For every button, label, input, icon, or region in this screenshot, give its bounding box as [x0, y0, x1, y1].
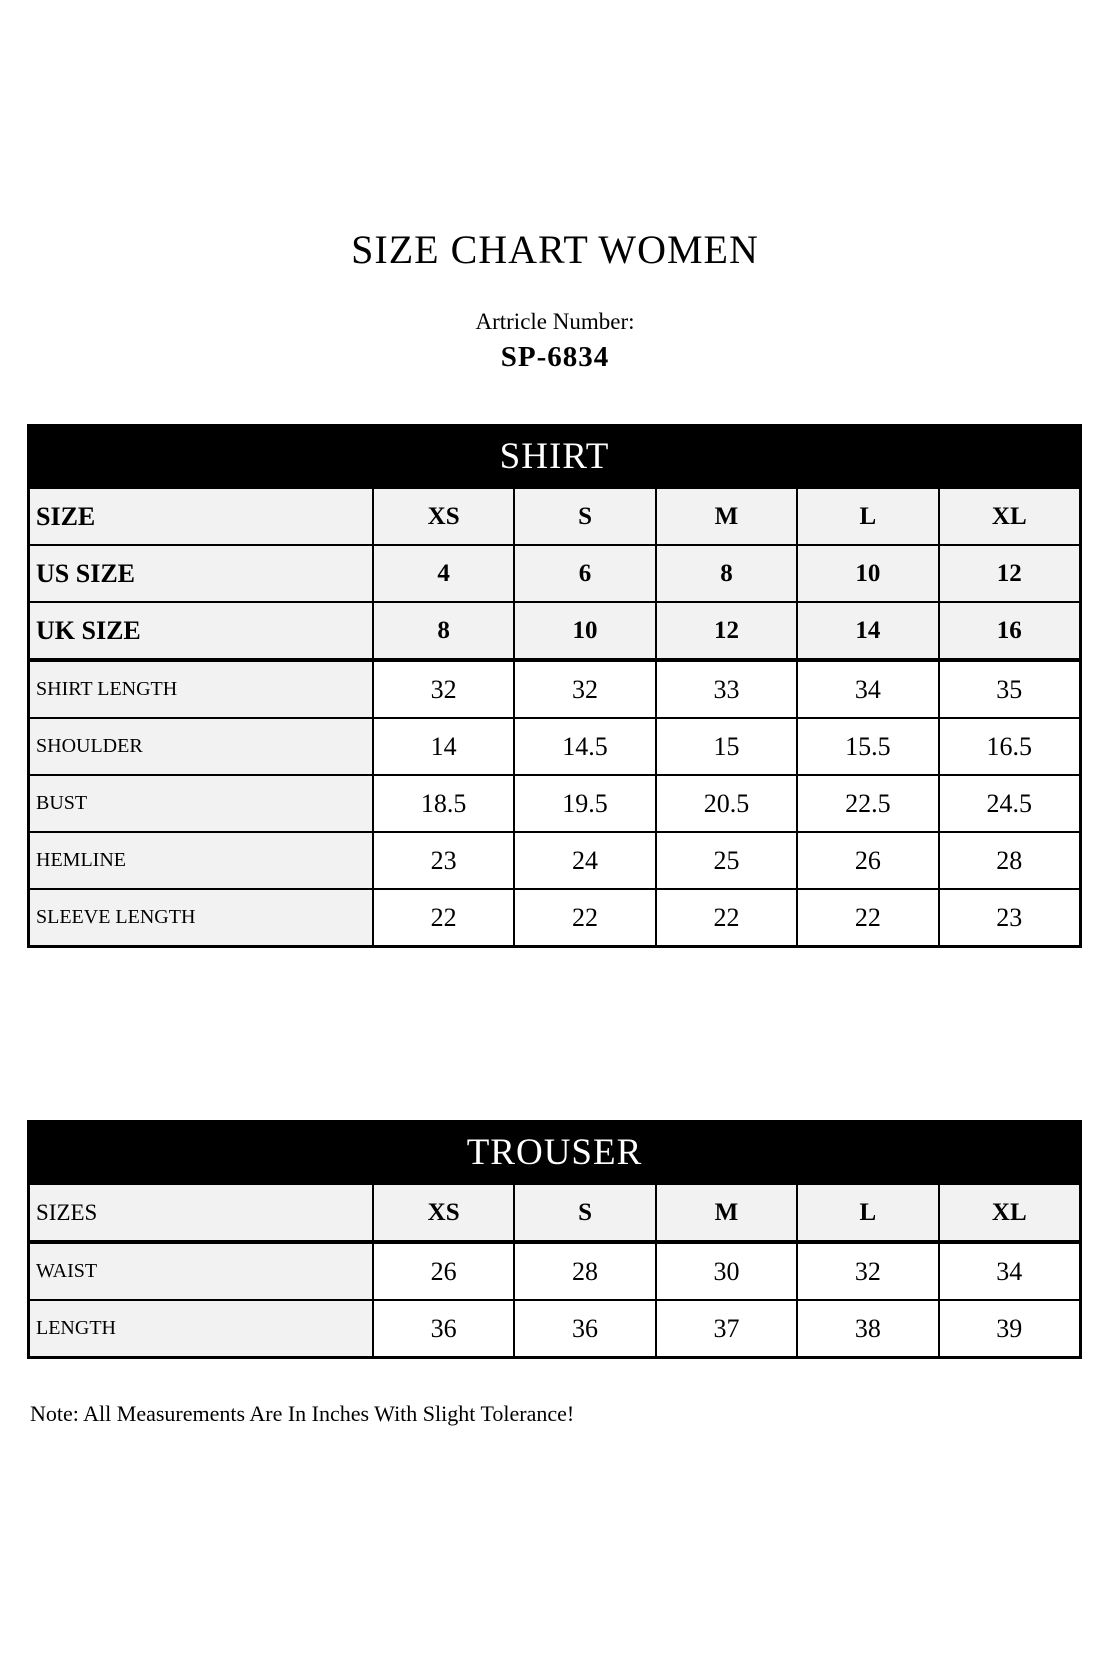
size-value-cell: 26 [372, 1244, 513, 1299]
size-value-cell: M [655, 489, 796, 544]
row-label: SLEEVE LENGTH [30, 890, 372, 945]
row-label: UK SIZE [30, 603, 372, 658]
size-value-cell: 20.5 [655, 776, 796, 831]
size-value-cell: 37 [655, 1301, 796, 1356]
size-value-cell: 22 [796, 890, 937, 945]
table-row [30, 1240, 1079, 1299]
article-number-label: Artricle Number: [475, 309, 635, 334]
size-value-cell: 8 [655, 546, 796, 601]
size-value-cell: 22 [513, 890, 654, 945]
row-label: SIZES [30, 1185, 372, 1240]
size-value-cell: M [655, 1185, 796, 1240]
size-value-cell: 22.5 [796, 776, 937, 831]
table-row [30, 717, 1079, 774]
size-value-cell: 19.5 [513, 776, 654, 831]
shirt-table-rows [30, 487, 1079, 945]
table-row [30, 601, 1079, 658]
table-row [30, 1299, 1079, 1356]
trouser-size-table [27, 1120, 1082, 1359]
size-value-cell: 24 [513, 833, 654, 888]
size-value-cell: 28 [938, 833, 1079, 888]
size-value-cell: 32 [796, 1244, 937, 1299]
table-row [30, 658, 1079, 717]
size-value-cell: 4 [372, 546, 513, 601]
size-value-cell: 15 [655, 719, 796, 774]
article-number-value: SP-6834 [500, 341, 610, 373]
size-value-cell: 10 [796, 546, 937, 601]
size-value-cell: XL [938, 489, 1079, 544]
size-value-cell: 23 [938, 890, 1079, 945]
size-value-cell: 32 [513, 662, 654, 717]
size-value-cell: 34 [796, 662, 937, 717]
size-value-cell: 22 [372, 890, 513, 945]
size-value-cell: 15.5 [796, 719, 937, 774]
trouser-table-title: TROUSER [30, 1123, 1079, 1183]
size-value-cell: 22 [655, 890, 796, 945]
measurement-note: Note: All Measurements Are In Inches With Slight Tolerance! [30, 1401, 575, 1426]
size-value-cell: 16 [938, 603, 1079, 658]
size-value-cell: XS [372, 489, 513, 544]
row-label: HEMLINE [30, 833, 372, 888]
table-row [30, 487, 1079, 544]
size-value-cell: S [513, 1185, 654, 1240]
size-value-cell: XS [372, 1185, 513, 1240]
row-label: LENGTH [30, 1301, 372, 1356]
page-title: SIZE CHART WOMEN [351, 227, 759, 272]
size-value-cell: 14.5 [513, 719, 654, 774]
size-value-cell: 26 [796, 833, 937, 888]
size-value-cell: 36 [513, 1301, 654, 1356]
table-row [30, 774, 1079, 831]
row-label: US SIZE [30, 546, 372, 601]
size-value-cell: 33 [655, 662, 796, 717]
size-value-cell: 32 [372, 662, 513, 717]
row-label: BUST [30, 776, 372, 831]
size-value-cell: 6 [513, 546, 654, 601]
size-value-cell: 14 [796, 603, 937, 658]
size-value-cell: 24.5 [938, 776, 1079, 831]
size-value-cell: S [513, 489, 654, 544]
size-value-cell: 35 [938, 662, 1079, 717]
row-label: SIZE [30, 489, 372, 544]
size-value-cell: 25 [655, 833, 796, 888]
size-value-cell: 12 [655, 603, 796, 658]
shirt-size-table [27, 424, 1082, 948]
size-value-cell: 28 [513, 1244, 654, 1299]
row-label: SHIRT LENGTH [30, 662, 372, 717]
table-row [30, 1183, 1079, 1240]
size-value-cell: 12 [938, 546, 1079, 601]
size-value-cell: 18.5 [372, 776, 513, 831]
table-row [30, 888, 1079, 945]
size-value-cell: 34 [938, 1244, 1079, 1299]
size-value-cell: 14 [372, 719, 513, 774]
row-label: SHOULDER [30, 719, 372, 774]
table-row [30, 831, 1079, 888]
table-row [30, 544, 1079, 601]
size-value-cell: 8 [372, 603, 513, 658]
trouser-table-rows [30, 1183, 1079, 1356]
size-value-cell: 10 [513, 603, 654, 658]
size-value-cell: 30 [655, 1244, 796, 1299]
size-value-cell: XL [938, 1185, 1079, 1240]
size-value-cell: 23 [372, 833, 513, 888]
size-value-cell: L [796, 1185, 937, 1240]
size-value-cell: 36 [372, 1301, 513, 1356]
shirt-table-title: SHIRT [30, 427, 1079, 487]
size-value-cell: 38 [796, 1301, 937, 1356]
size-value-cell: L [796, 489, 937, 544]
size-value-cell: 16.5 [938, 719, 1079, 774]
size-value-cell: 39 [938, 1301, 1079, 1356]
row-label: WAIST [30, 1244, 372, 1299]
